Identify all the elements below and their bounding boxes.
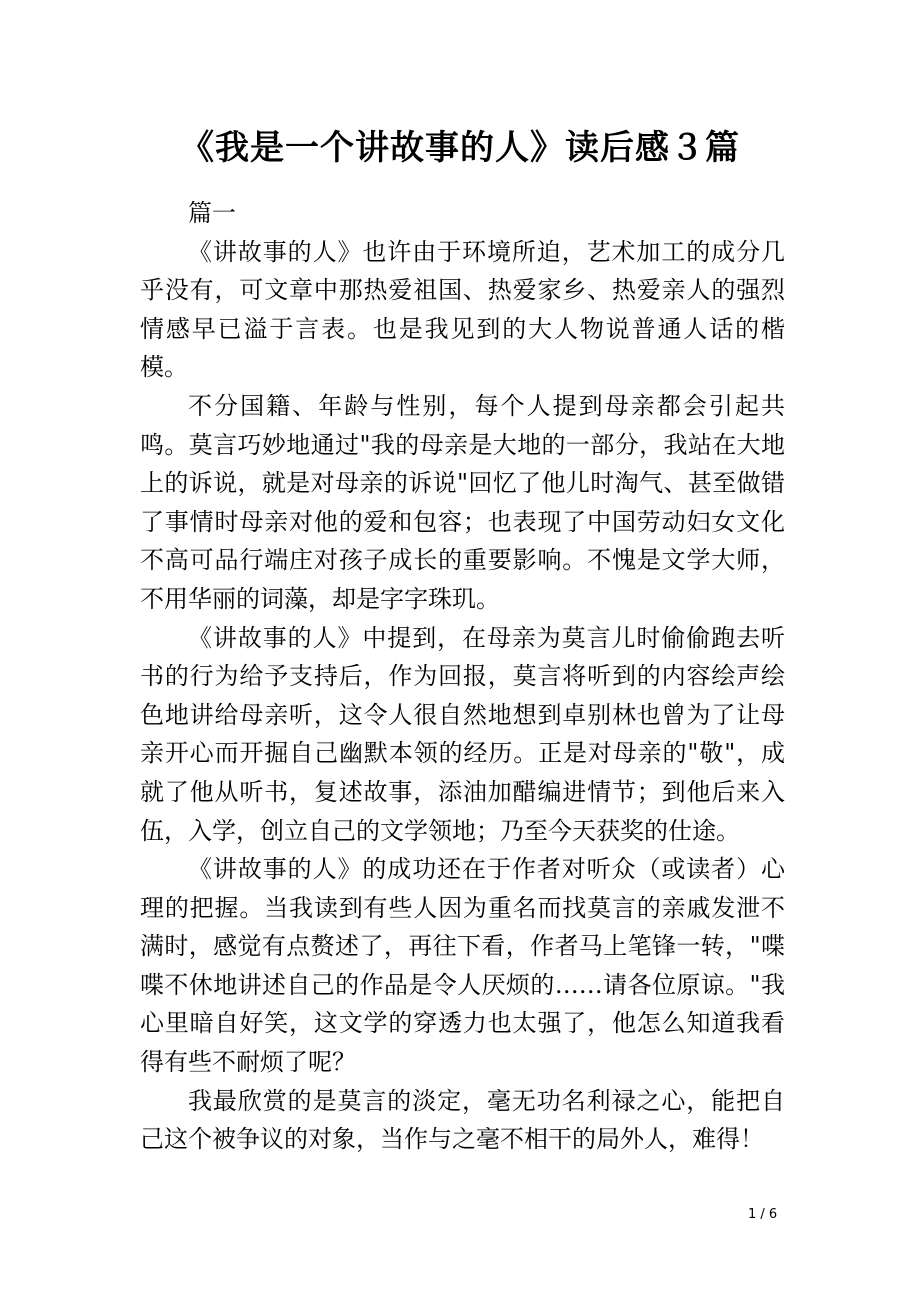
section-heading: 篇一 bbox=[188, 199, 236, 227]
paragraph: 不分国籍、年龄与性别，每个人提到母亲都会引起共鸣。莫言巧妙地通过"我的母亲是大地的一部分，我站在大地上的诉说，就是对母亲的诉说"回忆了他儿时淘气、甚至做错了事情时母亲对他的爱和包容；也表现了中国劳动妇女文化不高可品行端庄对孩子成长的重要影响。不愧是文学大师，不用华丽的词藻，却是字字珠玑。 bbox=[140, 391, 785, 613]
page-number: 1 / 6 bbox=[748, 1207, 778, 1222]
paragraph: 《讲故事的人》也许由于环境所迫，艺术加工的成分几乎没有，可文章中那热爱祖国、热爱家乡、热爱亲人的强烈情感早已溢于言表。也是我见到的大人物说普通人话的楷模。 bbox=[140, 237, 785, 382]
document-body bbox=[140, 194, 785, 1159]
paragraph: 《讲故事的人》中提到，在母亲为莫言儿时偷偷跑去听书的行为给予支持后，作为回报，莫言将听到的内容绘声绘色地讲给母亲听，这令人很自然地想到卓别林也曾为了让母亲开心而开掘自己幽默本领的经历。正是对母亲的"敬"，成就了他从听书，复述故事，添油加醋编进情节；到他后来入伍，入学，创立自己的文学领地；乃至今天获奖的仕途。 bbox=[140, 623, 785, 845]
document-title: 《我是一个讲故事的人》读后感３篇 bbox=[180, 128, 740, 168]
paragraph: 我最欣赏的是莫言的淡定，毫无功名利禄之心，能把自己这个被争议的对象，当作与之毫不相干的局外人，难得！ bbox=[140, 1086, 785, 1154]
paragraph: 《讲故事的人》的成功还在于作者对听众（或读者）心理的把握。当我读到有些人因为重名而找莫言的亲戚发泄不满时，感觉有点赘述了，再往下看，作者马上笔锋一转，"喋喋不休地讲述自己的作品是令人厌烦的……请各位原谅。"我心里暗自好笑，这文学的穿透力也太强了，他怎么知道我看得有些不耐烦了呢？ bbox=[140, 855, 785, 1077]
